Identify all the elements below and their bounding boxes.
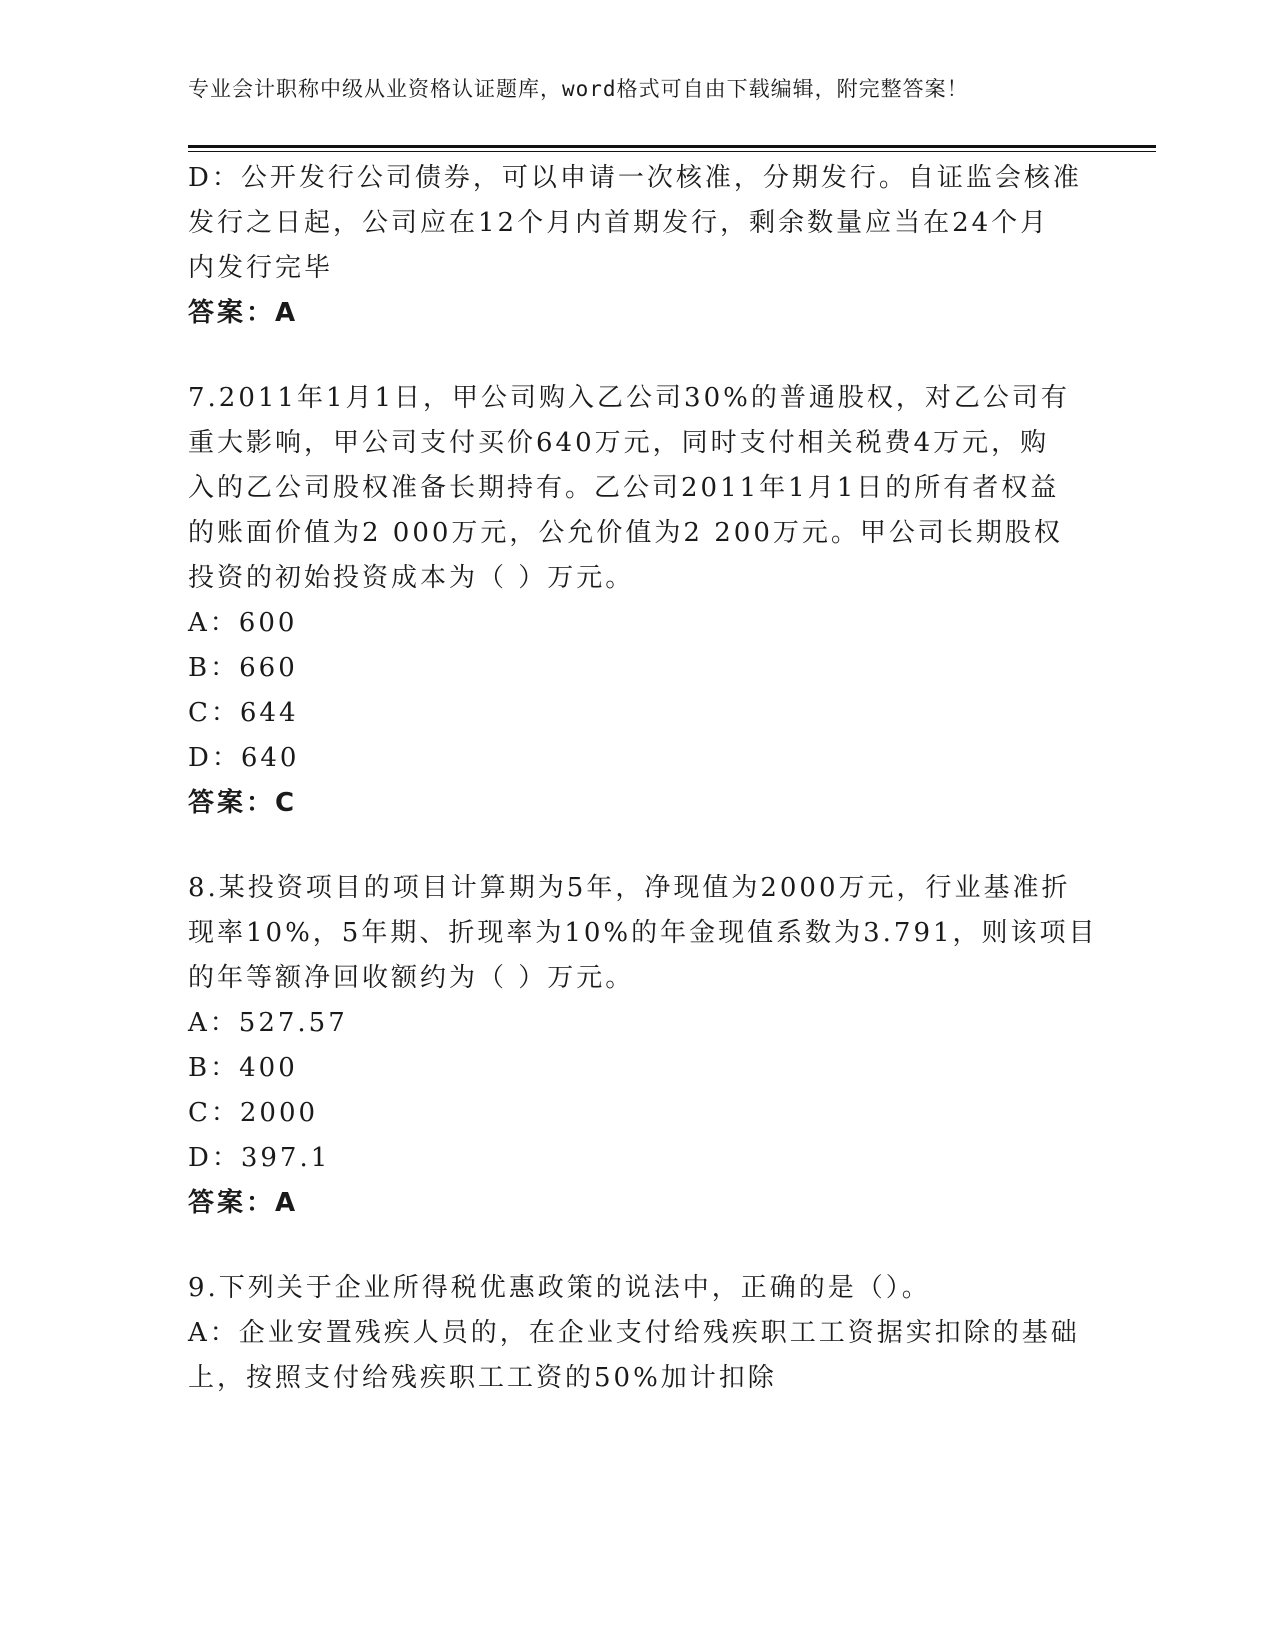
answer-line: 答案：A xyxy=(188,298,299,328)
text-line: D：公开发行公司债券，可以申请一次核准，分期发行。自证监会核准 xyxy=(188,163,1082,193)
option-c: C：2000 xyxy=(188,1098,319,1128)
question-text-line: 现率10%，5年期、折现率为10%的年金现值系数为3.791，则该项目 xyxy=(188,918,1098,948)
document-body xyxy=(188,156,1098,1401)
answer-line: 答案：A xyxy=(188,1188,299,1218)
option-b: B：400 xyxy=(188,1053,298,1083)
question-block-9 xyxy=(188,1266,1088,1401)
question-block-7 xyxy=(188,376,1088,826)
question-text-line: 9.下列关于企业所得税优惠政策的说法中，正确的是（）。 xyxy=(188,1273,931,1303)
option-d: D：397.1 xyxy=(188,1143,331,1173)
question-text-line: 重大影响，甲公司支付买价640万元，同时支付相关税费4万元，购 xyxy=(188,428,1050,458)
question-text-line: 的年等额净回收额约为（ ）万元。 xyxy=(188,963,635,993)
question-text-line: 入的乙公司股权准备长期持有。乙公司2011年1月1日的所有者权益 xyxy=(188,473,1060,503)
option-c: C：644 xyxy=(188,698,299,728)
option-a: A：企业安置残疾人员的，在企业支付给残疾职工工资据实扣除的基础 xyxy=(188,1318,1080,1348)
question-text-line: 投资的初始投资成本为（ ）万元。 xyxy=(188,563,635,593)
question-text-line: 7.2011年1月1日，甲公司购入乙公司30%的普通股权，对乙公司有 xyxy=(188,383,1070,413)
header-rule-thick xyxy=(188,145,1156,148)
question-text-line: 的账面价值为2 000万元，公允价值为2 200万元。甲公司长期股权 xyxy=(188,518,1063,548)
header-rule-thin xyxy=(188,151,1156,152)
option-a-continued: 上，按照支付给残疾职工工资的50%加计扣除 xyxy=(188,1363,777,1393)
answer-line: 答案：C xyxy=(188,788,298,818)
option-a: A：600 xyxy=(188,608,298,638)
text-line: 内发行完毕 xyxy=(188,253,334,283)
question-text-line: 8.某投资项目的项目计算期为5年，净现值为2000万元，行业基准折 xyxy=(188,873,1071,903)
page-header: 专业会计职称中级从业资格认证题库，word格式可自由下载编辑，附完整答案！ xyxy=(188,77,969,101)
option-d: D：640 xyxy=(188,743,300,773)
question-block-8 xyxy=(188,866,1098,1226)
text-line: 发行之日起，公司应在12个月内首期发行，剩余数量应当在24个月 xyxy=(188,208,1050,238)
question-block-6 xyxy=(188,156,1088,336)
option-b: B：660 xyxy=(188,653,298,683)
option-a: A：527.57 xyxy=(188,1008,348,1038)
